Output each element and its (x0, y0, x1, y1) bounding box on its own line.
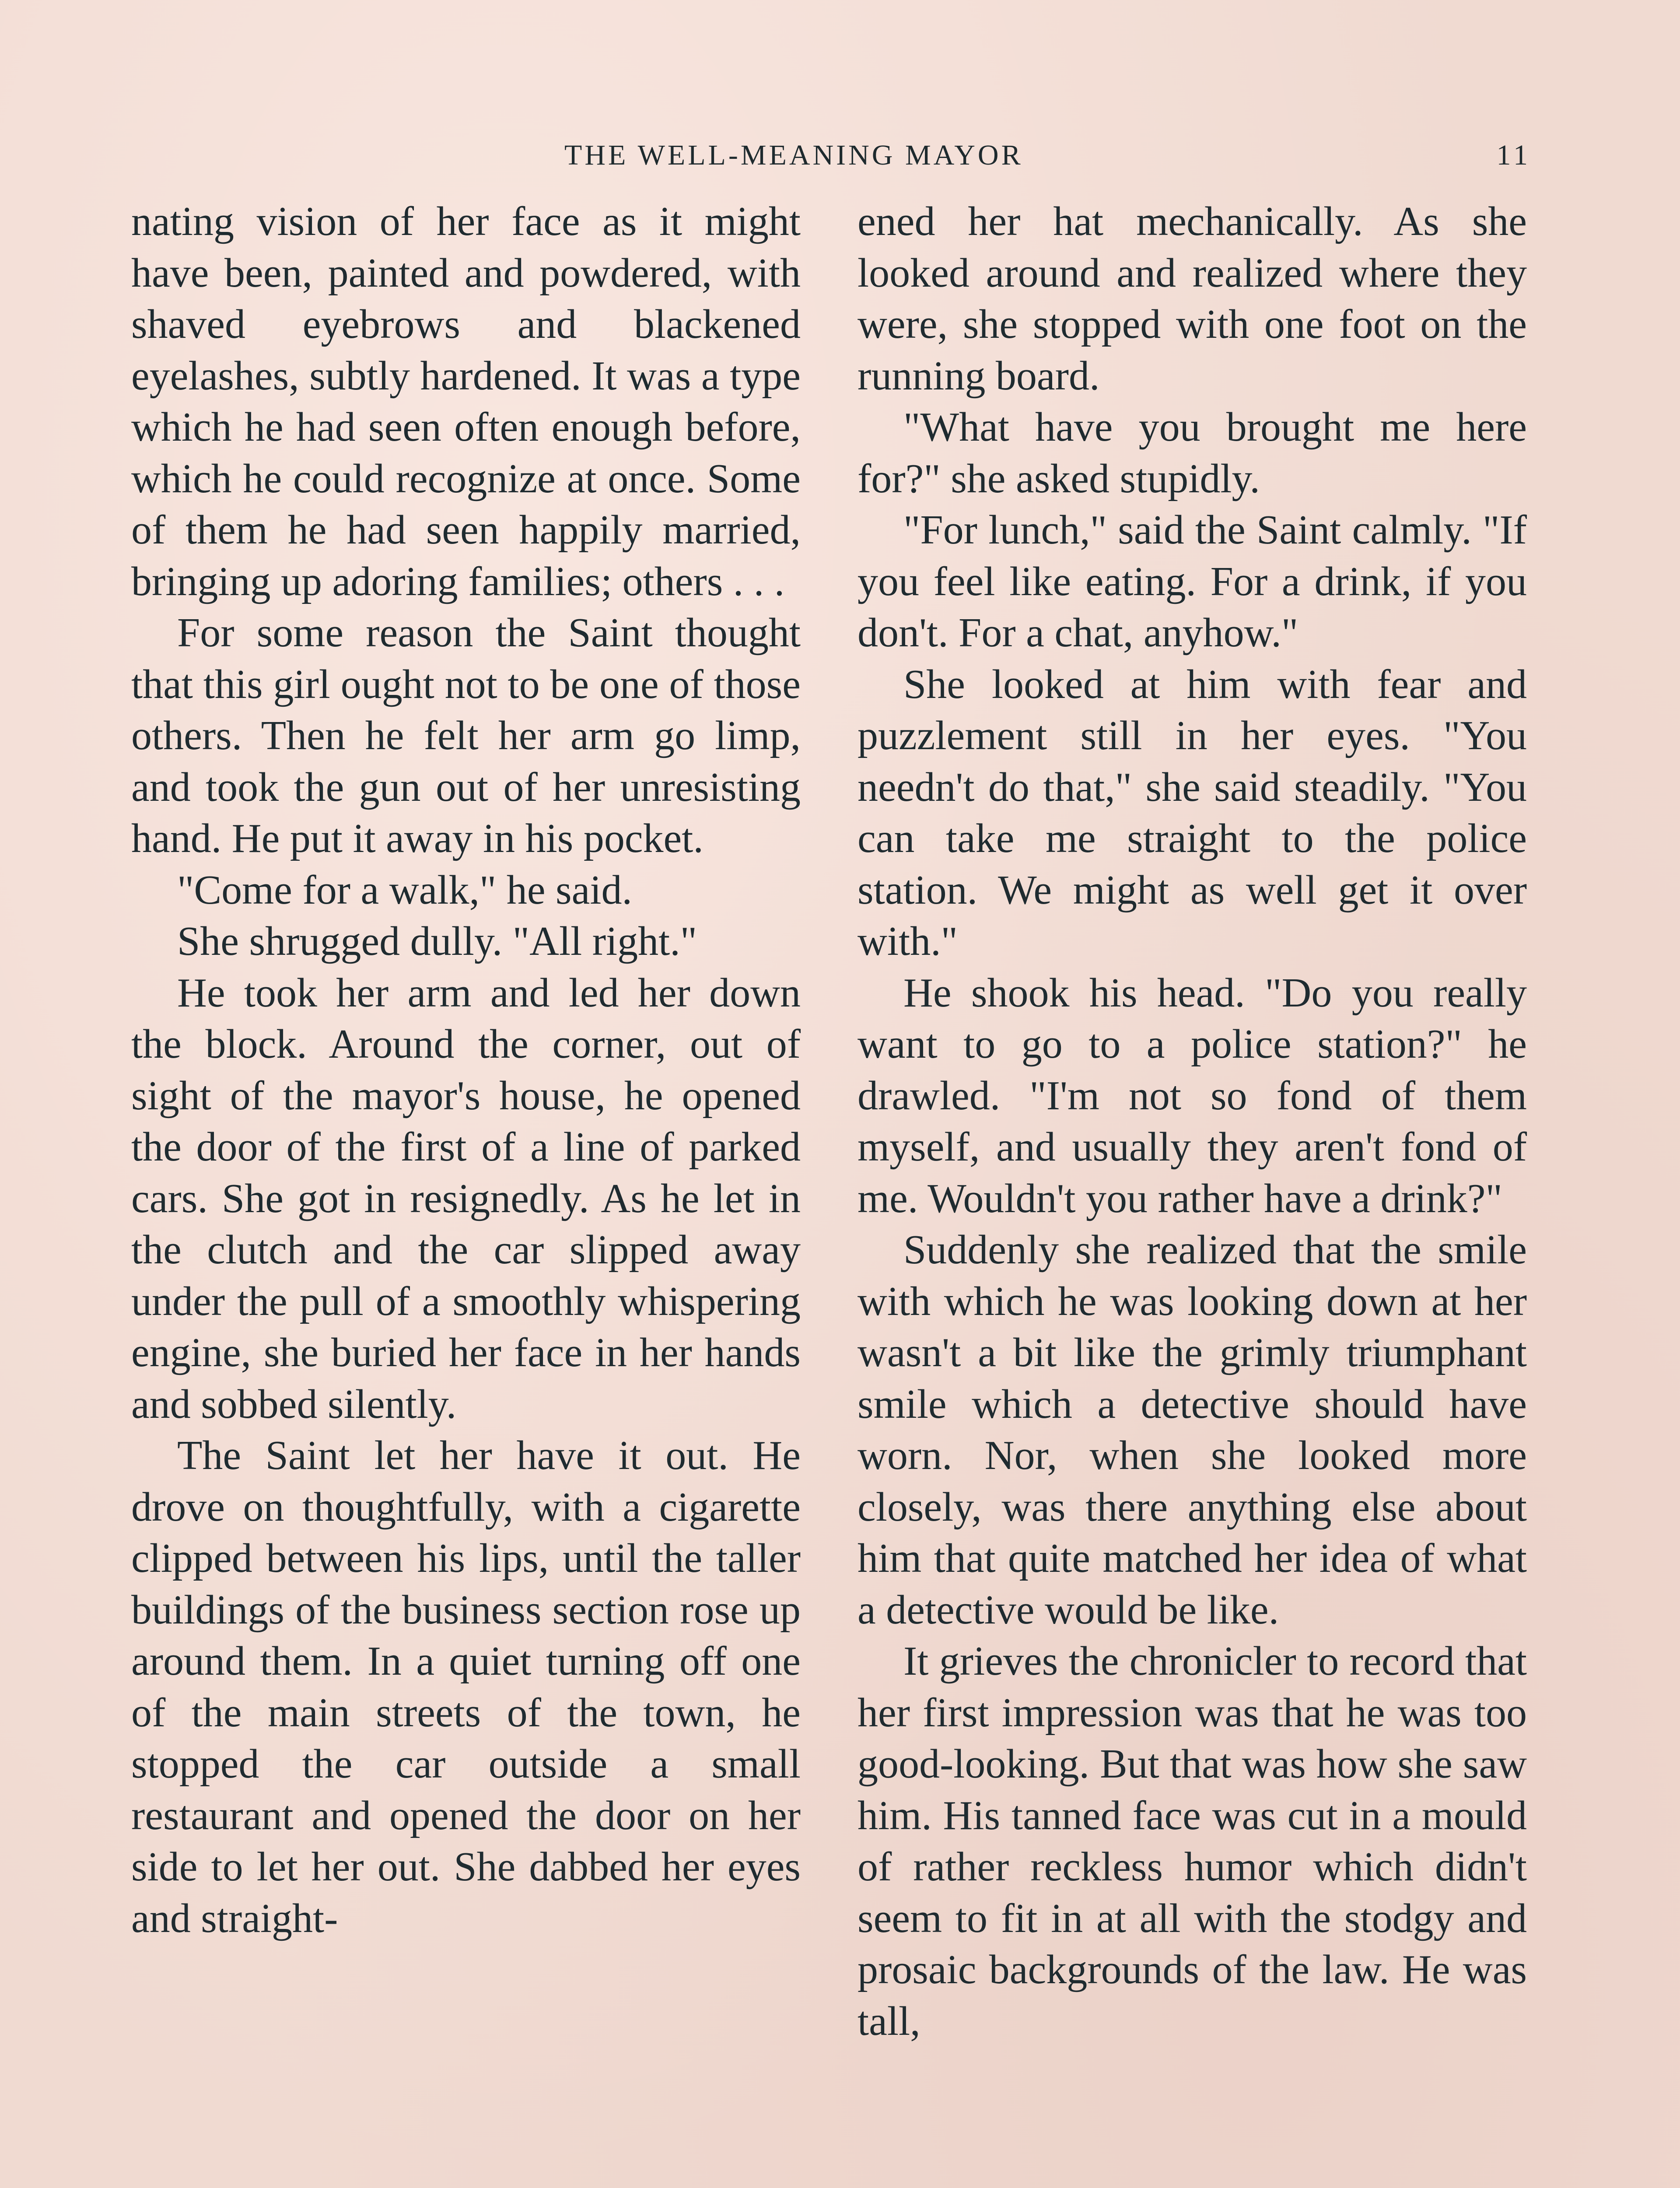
right-column (858, 196, 1527, 2047)
paragraph: For some reason the Saint thought that this girl ought not to be one of those others. Then he felt her arm go limp, and took the gun out of her unresisting hand. He put it away in his pocket. (131, 610, 801, 861)
page-header (0, 131, 1680, 179)
paragraph: The Saint let her have it out. He drove on thoughtfully, with a cigarette clipped between his lips, until the taller buildings of the business section rose up around them. In a quiet turning off one of the main streets of the town, he stopped the car outside a small restaurant and opened the door on her side to let her out. She dabbed her eyes and straight- (131, 1433, 801, 1941)
paragraph: "For lunch," said the Saint calmly. "If you feel like eating. For a drink, if you don't. For a chat, anyhow." (858, 507, 1527, 656)
page-number: 11 (1496, 139, 1531, 171)
left-column (131, 196, 801, 1944)
paragraph: nating vision of her face as it might have been, painted and powdered, with shaved eyebrows and blackened eyelashes, subtly hardened. It was a type which he had seen often enough before, which he could recognize at once. Some of them he had seen happily married, bringing up adoring families; others . . . (131, 199, 801, 604)
paragraph: Suddenly she realized that the smile with which he was looking down at her wasn't a bit like the grimly triumphant smile which a detective should have worn. Nor, when she looked more closely, was there anything else about him that quite matched her idea of what a detective would be like. (858, 1227, 1527, 1633)
paragraph: It grieves the chronicler to record that her first impression was that he was too good-looking. But that was how she saw him. His tanned face was cut in a mould of rather reckless humor which didn't seem to fit in at all with the stodgy and prosaic backgrounds of the law. He was tall, (858, 1638, 1527, 2044)
running-title: THE WELL-MEANING MAYOR (564, 139, 1023, 171)
paragraph: He shook his head. "Do you really want to go to a police station?" he drawled. "I'm not so fond of them myself, and usually they aren't fond of me. Wouldn't you rather have a drink?" (858, 970, 1527, 1221)
paragraph: He took her arm and led her down the block. Around the corner, out of sight of the mayor's house, he opened the door of the first of a line of parked cars. She got in resignedly. As he let in the clutch and the car slipped away under the pull of a smoothly whispering engine, she buried her face in her hands and sobbed silently. (131, 970, 801, 1427)
paragraph: She shrugged dully. "All right." (177, 919, 697, 964)
paragraph: ened her hat mechanically. As she looked around and realized where they were, she stopped with one foot on the running board. (858, 199, 1527, 399)
paragraph: "Come for a walk," he said. (177, 867, 632, 913)
paragraph: She looked at him with fear and puzzlement still in her eyes. "You needn't do that," she said steadily. "You can take me straight to the police station. We might as well get it over with." (858, 661, 1527, 964)
paragraph: "What have you brought me here for?" she asked stupidly. (858, 404, 1527, 501)
